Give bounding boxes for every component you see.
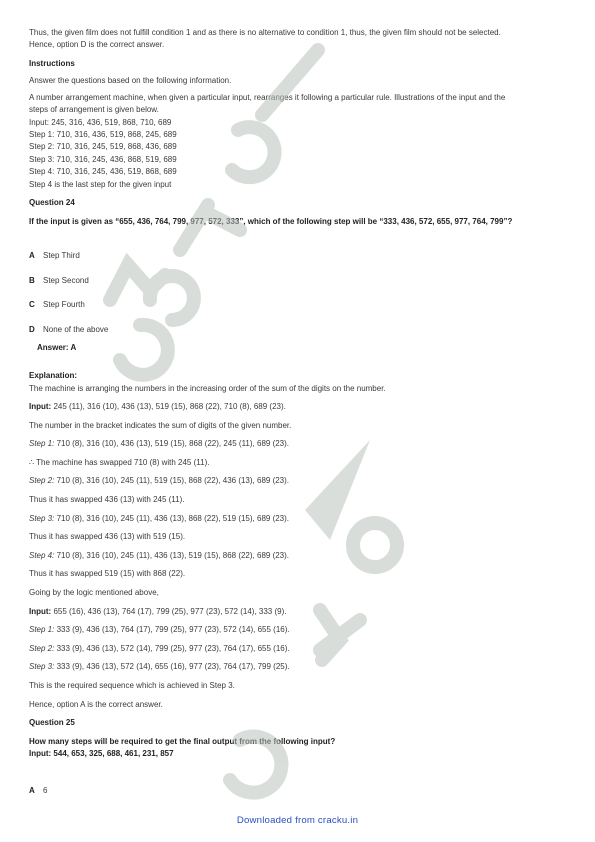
explanation-row (29, 643, 574, 662)
instructions-intro: Answer the questions based on the following information. (29, 75, 232, 85)
step-text: Thus it has swapped 436 (13) with 519 (15). (29, 532, 186, 542)
step-text: 333 (9), 436 (13), 572 (14), 799 (25), 977 (23), 764 (17), 655 (16). (54, 643, 290, 653)
explanation-row (29, 531, 574, 550)
instructions-heading: Instructions (29, 58, 75, 68)
illustration-line: Step 4 is the last step for the given input (29, 179, 172, 189)
step-label: Step 1: (29, 625, 55, 635)
step-label: Step 1: (29, 439, 55, 449)
option-text: 6 (43, 785, 48, 795)
explanation-row (29, 401, 574, 420)
step-text: 710 (8), 316 (10), 245 (11), 436 (13), 519 (15), 868 (22), 689 (23). (54, 550, 290, 560)
option-a (29, 250, 574, 275)
step-label: Step 2: (29, 643, 55, 653)
option-c (29, 299, 574, 324)
explanation-row (29, 475, 574, 494)
q25-option-a (29, 785, 574, 810)
option-text: Step Third (43, 251, 80, 261)
explanation-row (29, 550, 574, 569)
question-25-input: Input: 544, 653, 325, 688, 461, 231, 857 (29, 749, 174, 759)
question-24-heading: Question 24 (29, 198, 75, 208)
explanation-row (29, 587, 574, 606)
explanation-row (29, 624, 574, 643)
prev-solution-line2: Hence, option D is the correct answer. (29, 40, 165, 50)
explanation-row (29, 438, 574, 457)
explanation-row (29, 494, 574, 513)
question-25-text: How many steps will be required to get the final output from the following input? (29, 736, 336, 746)
step-text: Hence, option A is the correct answer. (29, 699, 163, 709)
step-text: 333 (9), 436 (13), 764 (17), 799 (25), 977 (23), 572 (14), 655 (16). (54, 625, 290, 635)
explanation-row (29, 420, 574, 439)
explanation-row (29, 568, 574, 587)
explanation-heading: Explanation: (29, 371, 78, 381)
illustration-line: Step 2: 710, 316, 245, 519, 868, 436, 689 (29, 142, 177, 152)
instructions-desc-line1: A number arrangement machine, when given a particular input, rearranges it following a particular rule. Illustrations of the input and the (29, 92, 506, 102)
step-text: 333 (9), 436 (13), 572 (14), 655 (16), 977 (23), 764 (17), 799 (25). (54, 662, 290, 672)
step-text: 710 (8), 316 (10), 436 (13), 519 (15), 868 (22), 245 (11), 689 (23). (54, 439, 290, 449)
step-text: The number in the bracket indicates the sum of digits of the given number. (29, 420, 292, 430)
option-text: Step Fourth (43, 300, 85, 310)
explanation-row (29, 513, 574, 532)
step-label: Input: (29, 402, 52, 412)
question-24-text: If the input is given as “655, 436, 764, 799, 977, 572, 333”, which of the following step will be “333, 436, 572, 655, 977, 764, 799”? (29, 216, 513, 226)
step-text: Thus it has swapped 519 (15) with 868 (22). (29, 569, 186, 579)
step-label: Step 3: (29, 662, 55, 672)
step-label: Step 4: (29, 550, 55, 560)
question-25-heading: Question 25 (29, 718, 75, 728)
footer-download-link[interactable]: Downloaded from cracku.in (236, 815, 359, 826)
illustration-line: Step 3: 710, 316, 245, 436, 868, 519, 689 (29, 154, 177, 164)
explanation-row (29, 457, 574, 476)
step-text: This is the required sequence which is achieved in Step 3. (29, 680, 235, 690)
option-letter: B (29, 275, 35, 285)
illustration-line: Step 1: 710, 316, 436, 519, 868, 245, 689 (29, 130, 177, 140)
step-text: Thus it has swapped 436 (13) with 245 (11). (29, 495, 185, 505)
instructions-desc-line2: steps of arrangement is given below. (29, 105, 159, 115)
step-label: Step 3: (29, 513, 55, 523)
explanation-row (29, 606, 574, 625)
step-text: 710 (8), 316 (10), 245 (11), 519 (15), 868 (22), 436 (13), 689 (23). (54, 476, 290, 486)
document-page (29, 27, 574, 809)
option-letter: C (29, 300, 35, 310)
option-letter: D (29, 324, 35, 334)
option-d (29, 324, 574, 342)
illustration-line: Step 4: 710, 316, 245, 436, 519, 868, 689 (29, 167, 177, 177)
step-text: 655 (16), 436 (13), 764 (17), 799 (25), 977 (23), 572 (14), 333 (9). (51, 606, 287, 616)
prev-solution-line1: Thus, the given film does not fulfill condition 1 and as there is no alternative to condition 1, thus, the given film should not be selected. (29, 28, 501, 37)
option-letter: A (29, 785, 35, 795)
step-text: 245 (11), 316 (10), 436 (13), 519 (15), 868 (22), 710 (8), 689 (23). (51, 402, 286, 412)
option-text: Step Second (43, 275, 89, 285)
explanation-row (29, 661, 574, 680)
explanation-steps (29, 401, 574, 717)
explanation-row (29, 699, 574, 718)
step-text: Going by the logic mentioned above, (29, 588, 159, 597)
option-b (29, 275, 574, 300)
step-label: Step 2: (29, 476, 55, 486)
illustration-line: Input: 245, 316, 436, 519, 868, 710, 689 (29, 117, 172, 127)
step-text: ∴ The machine has swapped 710 (8) with 245 (11). (29, 457, 210, 467)
option-text: None of the above (43, 324, 109, 334)
option-letter: A (29, 251, 35, 261)
explanation-row (29, 680, 574, 699)
answer-label: Answer: A (37, 342, 77, 352)
explanation-line: The machine is arranging the numbers in the increasing order of the sum of the digits on the number. (29, 383, 386, 393)
step-text: 710 (8), 316 (10), 245 (11), 436 (13), 868 (22), 519 (15), 689 (23). (54, 513, 290, 523)
step-label: Input: (29, 606, 52, 616)
